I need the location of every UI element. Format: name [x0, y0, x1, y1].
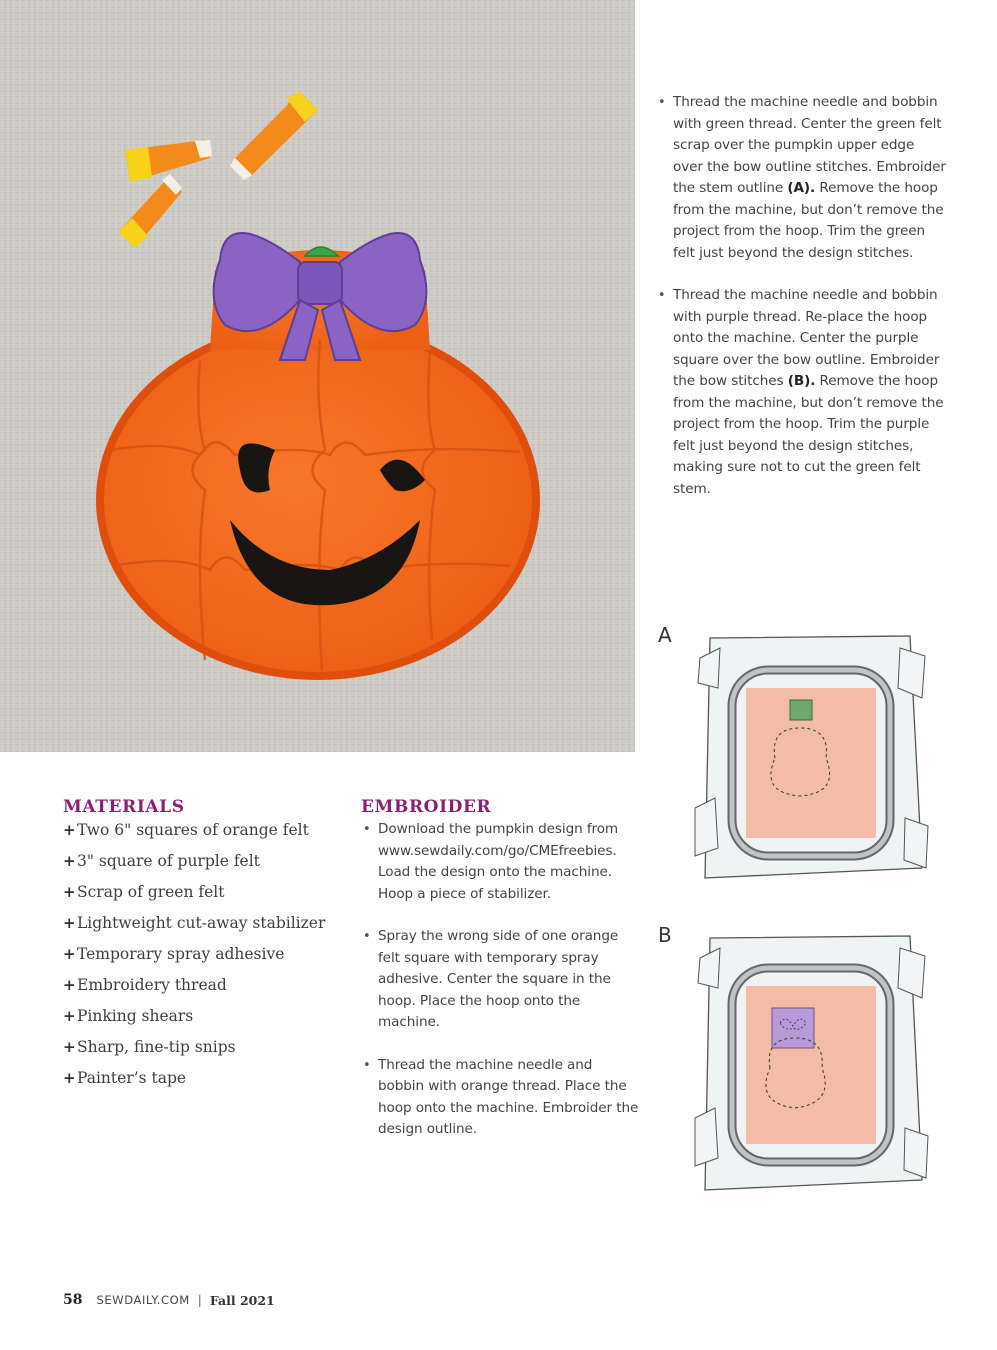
material-item: + 3" square of purple felt [63, 852, 260, 870]
page-footer [63, 1292, 275, 1308]
footer-issue: Fall 2021 [209, 1292, 275, 1308]
material-item: + Lightweight cut-away stabilizer [63, 914, 326, 932]
instruction-step: • Thread the machine needle and bobbin with orange thread. Place the hoop onto the machine. Embroider the design outline. [363, 1056, 639, 1137]
figure-b-hoop-illustration [690, 928, 930, 1204]
instructions-continued [656, 92, 946, 521]
material-item: + Temporary spray adhesive [63, 945, 285, 963]
instruction-step: • Thread the machine needle and bobbin with green thread. Center the green felt scrap over the pumpkin upper edge over the bow outline stitches. Embroider the stem outline (A). Remove the hoop from the machine, but don’t remove the project from the hoop. Trim the green felt just beyond the design stitches. [658, 94, 946, 261]
footer-separator: | [197, 1293, 202, 1307]
bullet-dot: • [363, 822, 371, 837]
figure-ref-b: (B). [787, 373, 816, 389]
pumpkin-photo-illustration [0, 0, 635, 752]
instruction-step: • Download the pumpkin design from www.sewdaily.com/go/CMEfreebies. Load the design onto the machine. Hoop a piece of stabilizer. [363, 821, 619, 902]
figure-a-label: A [658, 623, 672, 647]
embroider-heading: EMBROIDER [361, 797, 492, 817]
project-photo [0, 0, 635, 752]
bullet-dot: • [658, 288, 666, 303]
material-item: + Sharp, fine-tip snips [63, 1038, 236, 1056]
page-number: 58 [63, 1292, 83, 1308]
instruction-step: • Spray the wrong side of one orange felt square with temporary spray adhesive. Center the square in the hoop. Place the hoop onto the machine. [363, 928, 619, 1030]
material-item: + Scrap of green felt [63, 883, 225, 901]
materials-heading: MATERIALS [63, 797, 185, 817]
materials-section [63, 797, 343, 1098]
bullet-dot: • [363, 1057, 371, 1073]
footer-site: SEWDAILY.COM [96, 1293, 190, 1307]
material-item: + Embroidery thread [63, 976, 227, 994]
bullet-dot: • [658, 95, 666, 110]
material-item: + Painter’s tape [63, 1069, 187, 1087]
figure-ref-a: (A). [787, 180, 816, 196]
figure-b-label: B [658, 923, 672, 947]
material-item: + Pinking shears [63, 1007, 194, 1025]
material-item: + Two 6" squares of orange felt [63, 821, 309, 839]
instruction-step: • Thread the machine needle and bobbin with purple thread. Re-place the hoop onto the machine. Center the purple square over the bow outline. Embroider the bow stitches (B). Remove the hoop from the machine, but don’t remove the project from the hoop. Trim the purple felt just beyond the design stitches, making sure not to cut the green felt stem. [658, 287, 944, 497]
bullet-dot: • [363, 929, 371, 944]
figure-a-hoop-illustration [690, 628, 930, 894]
embroider-section [361, 797, 641, 1162]
